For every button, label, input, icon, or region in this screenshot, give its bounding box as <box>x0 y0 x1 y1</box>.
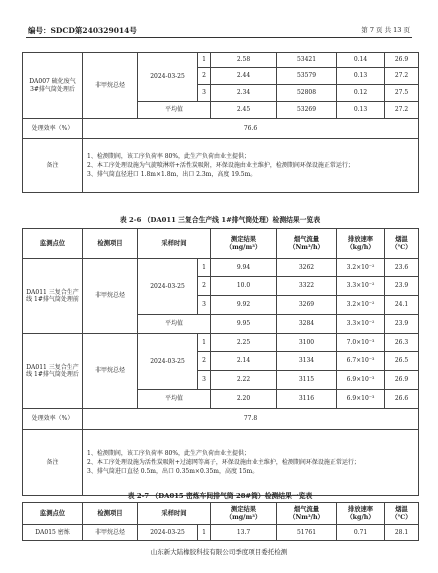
rate-cell: 0.12 <box>337 85 385 102</box>
col-header-flow <box>277 503 337 525</box>
location-cell: DA011 三复合生产线 1#排气筒处理前 <box>23 259 83 334</box>
avg-conc-cell: 2.20 <box>211 390 277 409</box>
table-caption: 表 2-7 （DA015 密炼车间排气筒 28#筒）检测结果一览表 <box>127 492 313 500</box>
avg-rate-cell: 3.3×10⁻² <box>337 315 385 334</box>
temp-cell: 27.2 <box>385 68 419 85</box>
rate-cell: 6.9×10⁻³ <box>337 371 385 390</box>
header-text: 排放速率 <box>347 505 374 513</box>
conc-cell: 2.34 <box>211 85 277 102</box>
header-unit: （kg/h） <box>346 243 375 251</box>
conc-cell: 2.58 <box>211 53 277 68</box>
avg-rate-cell: 6.9×10⁻³ <box>337 390 385 409</box>
temp-cell: 26.3 <box>385 334 419 352</box>
rate-cell: 3.2×10⁻² <box>337 259 385 277</box>
col-header-conc <box>211 503 277 525</box>
col-header-time: 采样时间 <box>138 503 211 525</box>
table-row <box>23 409 419 430</box>
sample-no: 3 <box>198 85 211 102</box>
remark-line: 1、检测期间，该工序负荷率 80%，此生产负荷由业主提供； <box>87 449 251 457</box>
header-unit: （mg/m³） <box>225 513 262 521</box>
average-label: 平均值 <box>138 102 211 119</box>
flow-cell: 51761 <box>277 525 337 541</box>
conc-cell: 10.0 <box>211 277 277 296</box>
efficiency-value: 76.6 <box>83 119 419 139</box>
rate-cell: 7.0×10⁻³ <box>337 334 385 352</box>
conc-cell: 2.22 <box>211 371 277 390</box>
avg-flow-cell: 53269 <box>277 102 337 119</box>
remarks-text <box>83 430 419 496</box>
col-header-conc <box>211 229 277 259</box>
temp-cell: 26.9 <box>385 53 419 68</box>
remark-line: 3、排气筒直径进口 1.8m×1.8m，出口 2.3m，高度 19.5m。 <box>87 171 257 179</box>
date-cell: 2024-03-25 <box>138 53 198 102</box>
header-text: 烟气流量 <box>293 235 320 243</box>
report-number: 编号：SDCD第240329014号 <box>28 26 137 35</box>
header-unit: （℃） <box>391 243 412 251</box>
col-header-time: 采样时间 <box>138 229 211 259</box>
sample-no: 1 <box>198 53 211 68</box>
col-header-site: 监测点位 <box>23 229 83 259</box>
results-table-da007 <box>22 52 419 193</box>
avg-rate-cell: 0.13 <box>337 102 385 119</box>
item-cell: 非甲烷总烃 <box>83 334 138 409</box>
page-footer: 山东新大陆橡胶科技有限公司季度项目委托检测 <box>150 548 288 556</box>
header-unit: （Nm³/h） <box>289 513 324 521</box>
flow-cell: 3134 <box>277 352 337 371</box>
date-cell: 2024-03-25 <box>138 259 198 315</box>
average-label: 平均值 <box>138 390 211 409</box>
avg-temp-cell: 23.9 <box>385 315 419 334</box>
location-cell: DA007 硫化废气 3#排气筒处理后 <box>23 53 83 119</box>
col-header-rate <box>337 503 385 525</box>
table-row <box>23 259 419 277</box>
flow-cell: 53421 <box>277 53 337 68</box>
col-header-temp <box>385 229 419 259</box>
results-table-da011 <box>22 228 419 496</box>
conc-cell: 13.7 <box>211 525 277 541</box>
header-text: 烟气流量 <box>293 505 320 513</box>
col-header-item: 检测项目 <box>83 229 138 259</box>
header-text: 排放速率 <box>347 235 374 243</box>
table-row <box>23 139 419 193</box>
average-label: 平均值 <box>138 315 211 334</box>
table-header-row <box>23 503 419 525</box>
efficiency-label: 处理效率（%） <box>23 409 83 430</box>
remark-line: 3、排气筒进口直径 0.5m，出口 0.35m×0.35m，高度 15m。 <box>87 468 259 476</box>
col-header-rate <box>337 229 385 259</box>
conc-cell: 2.25 <box>211 334 277 352</box>
remarks-label: 备注 <box>23 139 83 193</box>
conc-cell: 9.92 <box>211 296 277 315</box>
flow-cell: 52808 <box>277 85 337 102</box>
table-header-row <box>23 229 419 259</box>
remarks-text <box>83 139 419 193</box>
item-cell: 非甲烷总烃 <box>83 525 138 541</box>
table-row <box>23 53 419 68</box>
temp-cell: 23.9 <box>385 277 419 296</box>
rate-cell: 3.3×10⁻² <box>337 277 385 296</box>
temp-cell: 24.1 <box>385 296 419 315</box>
col-header-flow <box>277 229 337 259</box>
temp-cell: 28.1 <box>385 525 419 541</box>
efficiency-label: 处理效率（%） <box>23 119 83 139</box>
conc-cell: 2.14 <box>211 352 277 371</box>
temp-cell: 26.9 <box>385 371 419 390</box>
flow-cell: 53579 <box>277 68 337 85</box>
rate-cell: 0.14 <box>337 53 385 68</box>
table-row <box>23 525 419 541</box>
sample-no: 3 <box>198 371 211 390</box>
conc-cell: 2.44 <box>211 68 277 85</box>
header-unit: （Nm³/h） <box>289 243 324 251</box>
avg-flow-cell: 3116 <box>277 390 337 409</box>
flow-cell: 3100 <box>277 334 337 352</box>
flow-cell: 3269 <box>277 296 337 315</box>
sample-no: 2 <box>198 352 211 371</box>
rate-cell: 0.13 <box>337 68 385 85</box>
flow-cell: 3115 <box>277 371 337 390</box>
remark-line: 2、本工序处理设施为气旋喷淋塔+活性炭吸附，环保设施由业主维护，检测期间环保设施正常运行； <box>87 161 354 169</box>
sample-no: 2 <box>198 277 211 296</box>
location-cell: DA011 三复合生产线 1#排气筒处理后 <box>23 334 83 409</box>
remark-line: 1、检测期间，该工序负荷率 80%，此生产负荷由业主提供； <box>87 152 251 160</box>
sample-no: 3 <box>198 296 211 315</box>
temp-cell: 26.5 <box>385 352 419 371</box>
conc-cell: 9.94 <box>211 259 277 277</box>
avg-temp-cell: 26.6 <box>385 390 419 409</box>
table-row <box>23 119 419 139</box>
sample-no: 1 <box>198 259 211 277</box>
date-cell: 2024-03-25 <box>138 334 198 390</box>
rate-cell: 6.7×10⁻³ <box>337 352 385 371</box>
efficiency-value: 77.8 <box>83 409 419 430</box>
table-caption: 表 2-6 （DA011 三复合生产线 1#排气筒处理）检测结果一览表 <box>119 216 321 224</box>
page-header <box>26 23 412 38</box>
results-table-da015 <box>22 502 419 541</box>
rate-cell: 0.71 <box>337 525 385 541</box>
table-row <box>23 334 419 352</box>
rate-cell: 3.2×10⁻² <box>337 296 385 315</box>
header-text: 测定结果 <box>230 235 257 243</box>
sample-no: 2 <box>198 68 211 85</box>
avg-conc-cell: 2.45 <box>211 102 277 119</box>
avg-temp-cell: 27.2 <box>385 102 419 119</box>
header-text: 测定结果 <box>230 505 257 513</box>
avg-conc-cell: 9.95 <box>211 315 277 334</box>
remarks-label: 备注 <box>23 430 83 496</box>
header-text: 烟温 <box>395 505 408 513</box>
table-row <box>23 430 419 496</box>
sample-no: 1 <box>198 525 211 541</box>
temp-cell: 23.6 <box>385 259 419 277</box>
item-cell: 非甲烷总烃 <box>83 53 138 119</box>
page-number: 第 7 页 共 13 页 <box>361 26 410 34</box>
col-header-temp <box>385 503 419 525</box>
location-cell: DA015 密炼 <box>23 525 83 541</box>
col-header-item: 检测项目 <box>83 503 138 525</box>
sample-no: 1 <box>198 334 211 352</box>
flow-cell: 3262 <box>277 259 337 277</box>
item-cell: 非甲烷总烃 <box>83 259 138 334</box>
header-text: 烟温 <box>395 235 408 243</box>
header-unit: （℃） <box>391 513 412 521</box>
col-header-site: 监测点位 <box>23 503 83 525</box>
temp-cell: 27.5 <box>385 85 419 102</box>
header-unit: （kg/h） <box>346 513 375 521</box>
remark-line: 2、本工序处理设施为活性炭吸附+过滤网等离子，环保设施由业主维护，检测期间环保设施正常运行； <box>87 458 360 466</box>
date-cell: 2024-03-25 <box>138 525 198 541</box>
header-unit: （mg/m³） <box>225 243 262 251</box>
flow-cell: 3322 <box>277 277 337 296</box>
avg-flow-cell: 3284 <box>277 315 337 334</box>
